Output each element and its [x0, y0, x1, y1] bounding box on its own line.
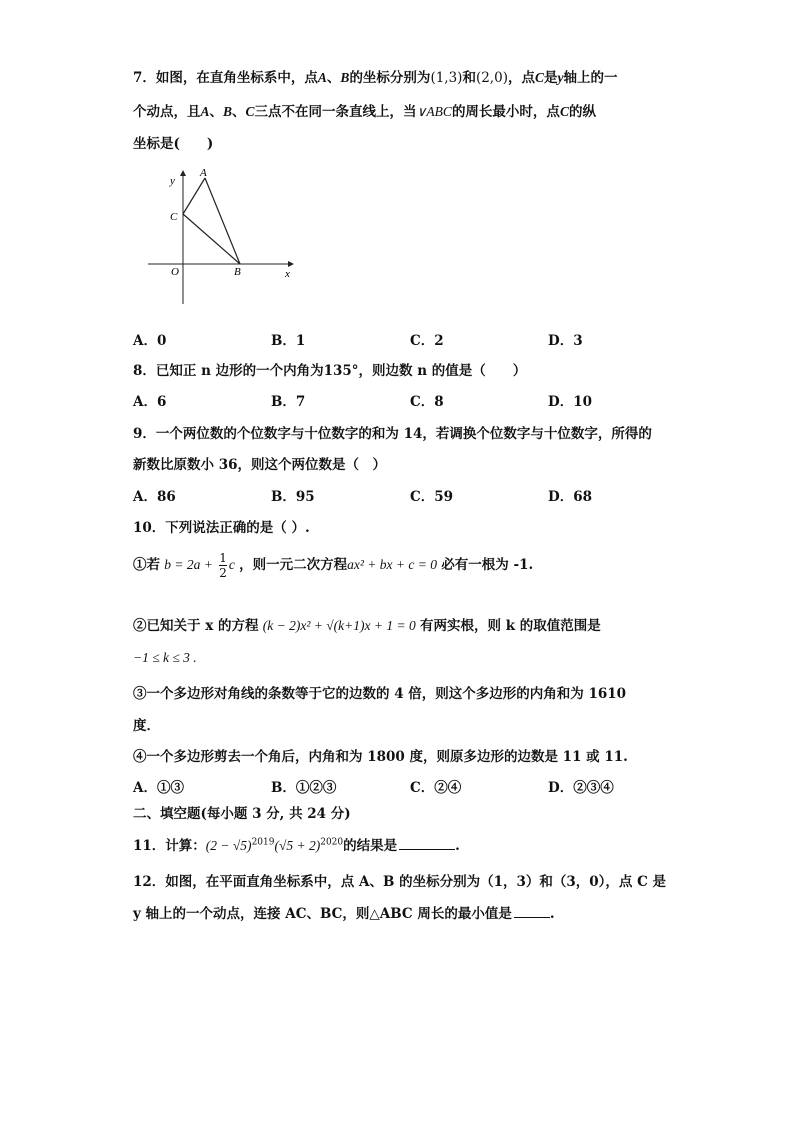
q10-s1-post: 必有一根为 -1.: [441, 557, 534, 573]
q7-sep: 、: [326, 70, 341, 86]
q7-text: 是: [543, 70, 558, 86]
q10-stem: 10．下列说法正确的是（ ）.: [133, 520, 310, 536]
q8-option-d[interactable]: D．10: [548, 394, 592, 410]
label-c: C: [170, 211, 178, 223]
q10-s1-c: c: [228, 557, 235, 572]
q7-text: 的周长最小时，点: [451, 104, 560, 120]
y-axis-label: y: [557, 70, 564, 85]
triangle-abc: ∨ABC: [416, 104, 452, 119]
q10-s1-equation: b = 2a +: [164, 557, 213, 572]
q11-end: .: [455, 838, 460, 854]
q10-statement-3-line1: ③一个多边形对角线的条数等于它的边数的 4 倍，则这个多边形的内角和为 1610: [133, 686, 627, 702]
q10-statement-4: ④一个多边形剪去一个角后，内角和为 1800 度，则原多边形的边数是 11 或 11.: [133, 749, 628, 765]
q9-option-a[interactable]: A．86: [133, 489, 176, 505]
q11-prefix: 11．计算：: [133, 838, 206, 854]
q9-option-c[interactable]: C．59: [410, 489, 454, 505]
section-heading: 二、填空题(每小题 3 分, 共 24 分): [133, 806, 351, 822]
coord-a: (1,3): [430, 70, 463, 86]
label-y: y: [170, 175, 175, 187]
q9-stem-line2: 新数比原数小 36，则这个两位数是（ ）: [133, 457, 386, 473]
q7-option-b[interactable]: B．1: [271, 333, 306, 349]
q11-exponent2: 2020: [320, 837, 344, 848]
q11-exponent1: 2019: [251, 837, 275, 848]
q7-sep: 、: [209, 104, 224, 120]
q7-option-d[interactable]: D．3: [548, 333, 583, 349]
q12-answer-blank[interactable]: [514, 905, 550, 918]
q7-option-c[interactable]: C．2: [410, 333, 444, 349]
q9-option-b[interactable]: B．95: [271, 489, 315, 505]
q10-option-c[interactable]: C．②④: [410, 780, 462, 796]
q10-option-a[interactable]: A．①③: [133, 780, 184, 796]
q10-s1-fraction: [219, 551, 227, 580]
q11-expr1: (2 − √5): [205, 838, 252, 853]
fraction-numerator: 1: [219, 551, 227, 565]
point-c-label: C: [245, 104, 255, 119]
q8-option-a[interactable]: A．6: [133, 394, 167, 410]
q11-expr2: (√5 + 2): [274, 838, 321, 853]
q12-stem-line1: 12．如图，在平面直角坐标系中，点 A、B 的坐标分别为（1，3）和（3，0），点 C 是: [133, 874, 667, 890]
q10-s2-post: 有两实根，则 k 的取值范围是: [420, 618, 601, 634]
q11-stem: [133, 834, 460, 854]
q7-text: ，点: [507, 70, 535, 86]
q7-text: 个动点，且: [133, 104, 201, 120]
label-x: x: [285, 268, 290, 280]
y-axis-arrow: [180, 170, 186, 176]
label-o: O: [171, 266, 179, 278]
q7-text: 的纵: [568, 104, 596, 120]
q7-sep: 、: [232, 104, 246, 120]
q10-s1-mid: ，则一元二次方程: [239, 557, 348, 573]
x-axis-arrow: [288, 261, 294, 267]
q8-option-b[interactable]: B．7: [271, 394, 306, 410]
q9-stem-line1: 9．一个两位数的个位数字与十位数字的和为 14，若调换个位数字与十位数字，所得的: [133, 426, 652, 442]
q12-stem-line2: [133, 902, 555, 922]
q10-statement-1: [133, 551, 533, 580]
q7-text: 的坐标分别为: [349, 70, 431, 86]
q10-s1-prefix: ①若: [133, 557, 160, 573]
label-a: A: [200, 167, 207, 179]
q11-post: 的结果是: [343, 838, 398, 854]
q7-figure: [140, 162, 300, 310]
fraction-denominator: 2: [219, 566, 227, 580]
q10-s1-equation2: ax² + bx + c = 0: [347, 557, 437, 572]
q10-s2-prefix: ②已知关于 x 的方程: [133, 618, 259, 634]
q7-and: 和: [462, 70, 476, 86]
q12-text: y 轴上的一个动点，连接 AC、BC，则△ABC 周长的最小值是: [133, 906, 512, 922]
q7-line2: [133, 100, 596, 120]
q7-option-a[interactable]: A．0: [133, 333, 167, 349]
point-a-label: A: [200, 104, 210, 119]
point-c-label: C: [559, 104, 569, 119]
point-a-label: A: [317, 70, 327, 85]
q7-line3: 坐标是( ): [133, 136, 214, 152]
label-b: B: [234, 266, 241, 278]
point-b-label: B: [340, 70, 350, 85]
q8-option-c[interactable]: C．8: [410, 394, 444, 410]
q10-s2-equation: (k − 2)x² + √(k+1)x + 1 = 0: [262, 618, 416, 633]
q7-text: 7．如图，在直角坐标系中，点: [133, 70, 318, 86]
q10-option-b[interactable]: B．①②③: [271, 780, 337, 796]
coord-b: (2,0): [475, 70, 508, 86]
q7-line1: [133, 66, 617, 86]
q7-text: 轴上的一: [563, 70, 618, 86]
q10-statement-3-line2: 度．: [133, 718, 160, 734]
q9-option-d[interactable]: D．68: [548, 489, 592, 505]
q8-stem: 8．已知正 n 边形的一个内角为135°，则边数 n 的值是（ ）: [133, 363, 527, 379]
q10-statement-2: [133, 614, 601, 634]
segment-cb: [183, 214, 240, 264]
q10-option-d[interactable]: D．②③④: [548, 780, 614, 796]
q7-text: 三点不在同一条直线上，当: [254, 104, 417, 120]
q10-s2-range: −1 ≤ k ≤ 3 .: [133, 650, 197, 665]
segment-ab: [205, 178, 240, 264]
point-c-label: C: [534, 70, 544, 85]
segment-ca: [183, 178, 205, 214]
q12-end: .: [549, 906, 555, 922]
point-b-label: B: [223, 104, 233, 119]
q11-answer-blank[interactable]: [399, 837, 455, 850]
